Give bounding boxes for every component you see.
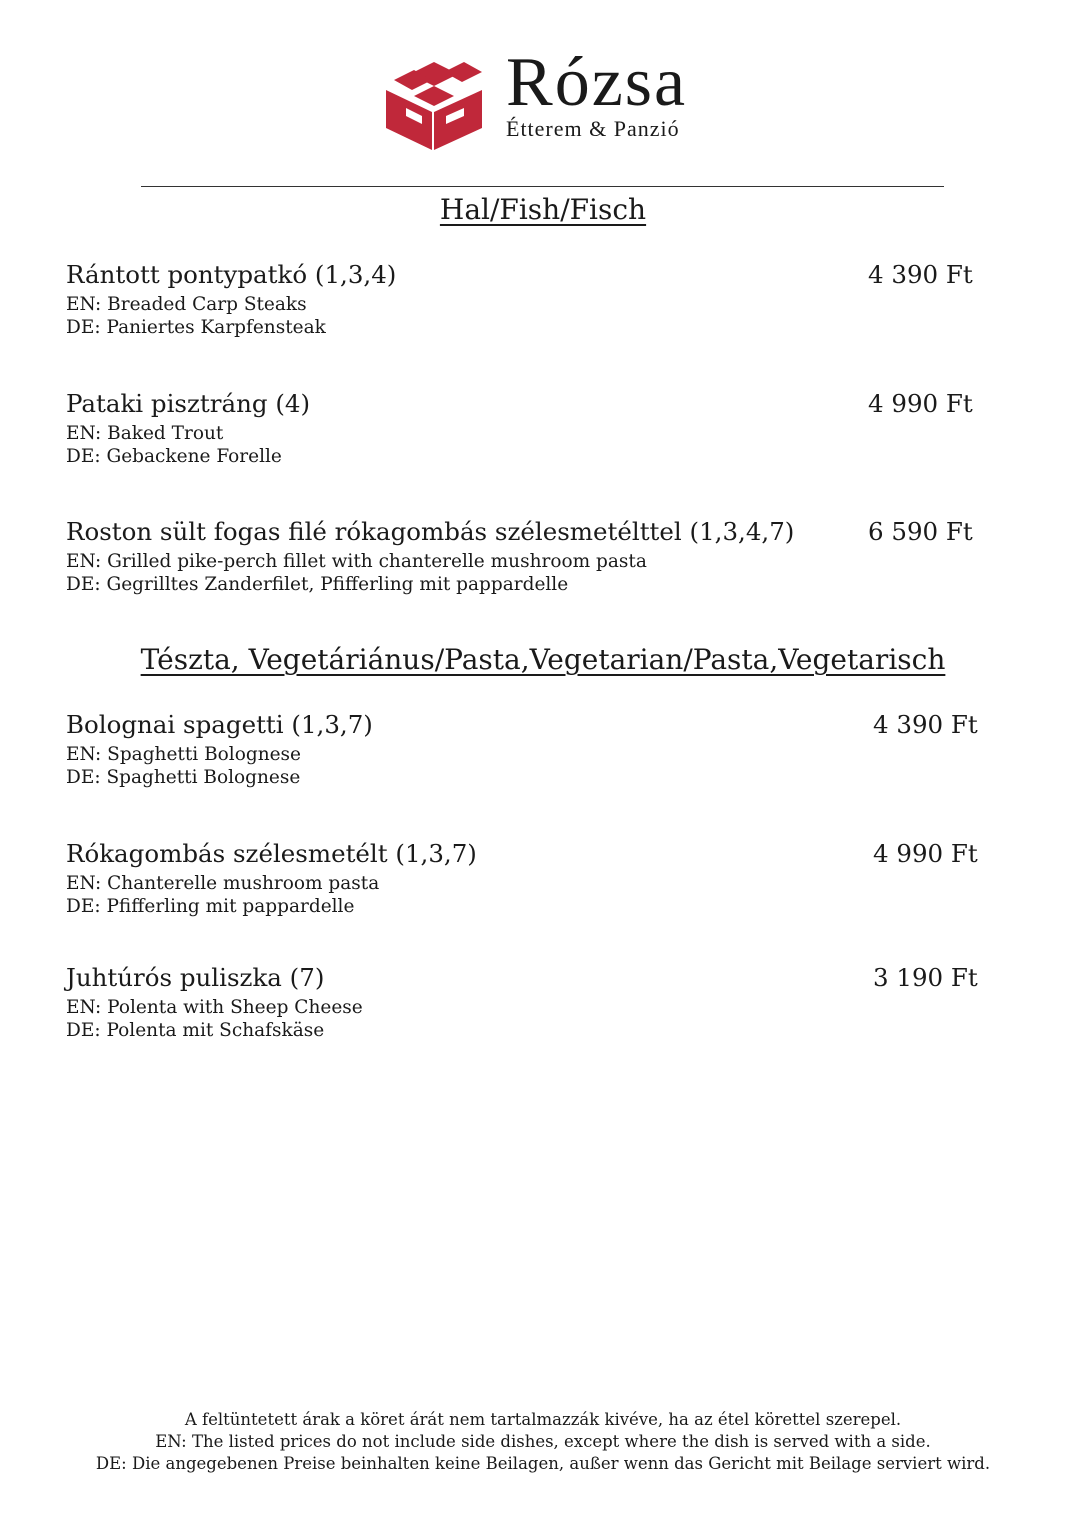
menu-item [66,260,986,340]
item-name: Rókagombás szélesmetélt (1,3,7) [66,839,477,868]
item-name: Bolognai spagetti (1,3,7) [66,710,373,739]
item-price: 4 990 Ft [868,389,973,418]
item-english: EN: Spaghetti Bolognese [66,743,301,765]
item-price: 4 390 Ft [868,260,973,289]
item-german: DE: Paniertes Karpfensteak [66,317,326,338]
item-price: 4 990 Ft [873,839,978,868]
item-english: EN: Chanterelle mushroom pasta [66,872,380,894]
menu-item [66,839,986,919]
item-german: DE: Gegrilltes Zanderfilet, Pfifferling mit pappardelle [66,574,569,595]
item-english: EN: Breaded Carp Steaks [66,293,307,315]
restaurant-logo [384,44,714,154]
brand-subtitle: Étterem & Panzió [506,116,680,141]
item-german: DE: Gebackene Forelle [66,446,282,467]
item-name: Pataki pisztráng (4) [66,389,311,418]
disclaimer-hungarian: A feltüntetett árak a köret árát nem tartalmazzák kivéve, ha az étel körettel szerepel. [184,1410,902,1429]
item-price: 3 190 Ft [873,963,978,992]
item-english: EN: Polenta with Sheep Cheese [66,996,363,1018]
item-name: Roston sült fogas filé rókagombás szélesmetélttel (1,3,4,7) [66,517,795,546]
menu-item [66,389,986,469]
brand-name: Rózsa [506,44,688,121]
item-german: DE: Polenta mit Schafskäse [66,1020,325,1041]
price-disclaimer [0,1409,1086,1475]
item-german: DE: Spaghetti Bolognese [66,767,301,788]
menu-item [66,517,986,597]
item-english: EN: Baked Trout [66,422,224,444]
item-german: DE: Pfifferling mit pappardelle [66,896,355,917]
item-english: EN: Grilled pike-perch fillet with chanterelle mushroom pasta [66,550,647,572]
disclaimer-english: EN: The listed prices do not include side dishes, except where the dish is served with a side. [155,1432,931,1451]
menu-item [66,963,986,1043]
section-title-fish: Hal/Fish/Fisch [439,193,647,226]
section-title-pasta-vegetarian: Tészta, Vegetáriánus/Pasta,Vegetarian/Pasta,Vegetarisch [140,643,946,676]
item-price: 4 390 Ft [873,710,978,739]
header-divider [141,186,944,187]
item-price: 6 590 Ft [868,517,973,546]
rose-emblem-icon [384,54,488,154]
item-name: Juhtúrós puliszka (7) [66,963,325,992]
item-name: Rántott pontypatkó (1,3,4) [66,260,397,289]
menu-item [66,710,986,790]
disclaimer-german: DE: Die angegebenen Preise beinhalten keine Beilagen, außer wenn das Gericht mit Beilage serviert wird. [95,1454,991,1473]
